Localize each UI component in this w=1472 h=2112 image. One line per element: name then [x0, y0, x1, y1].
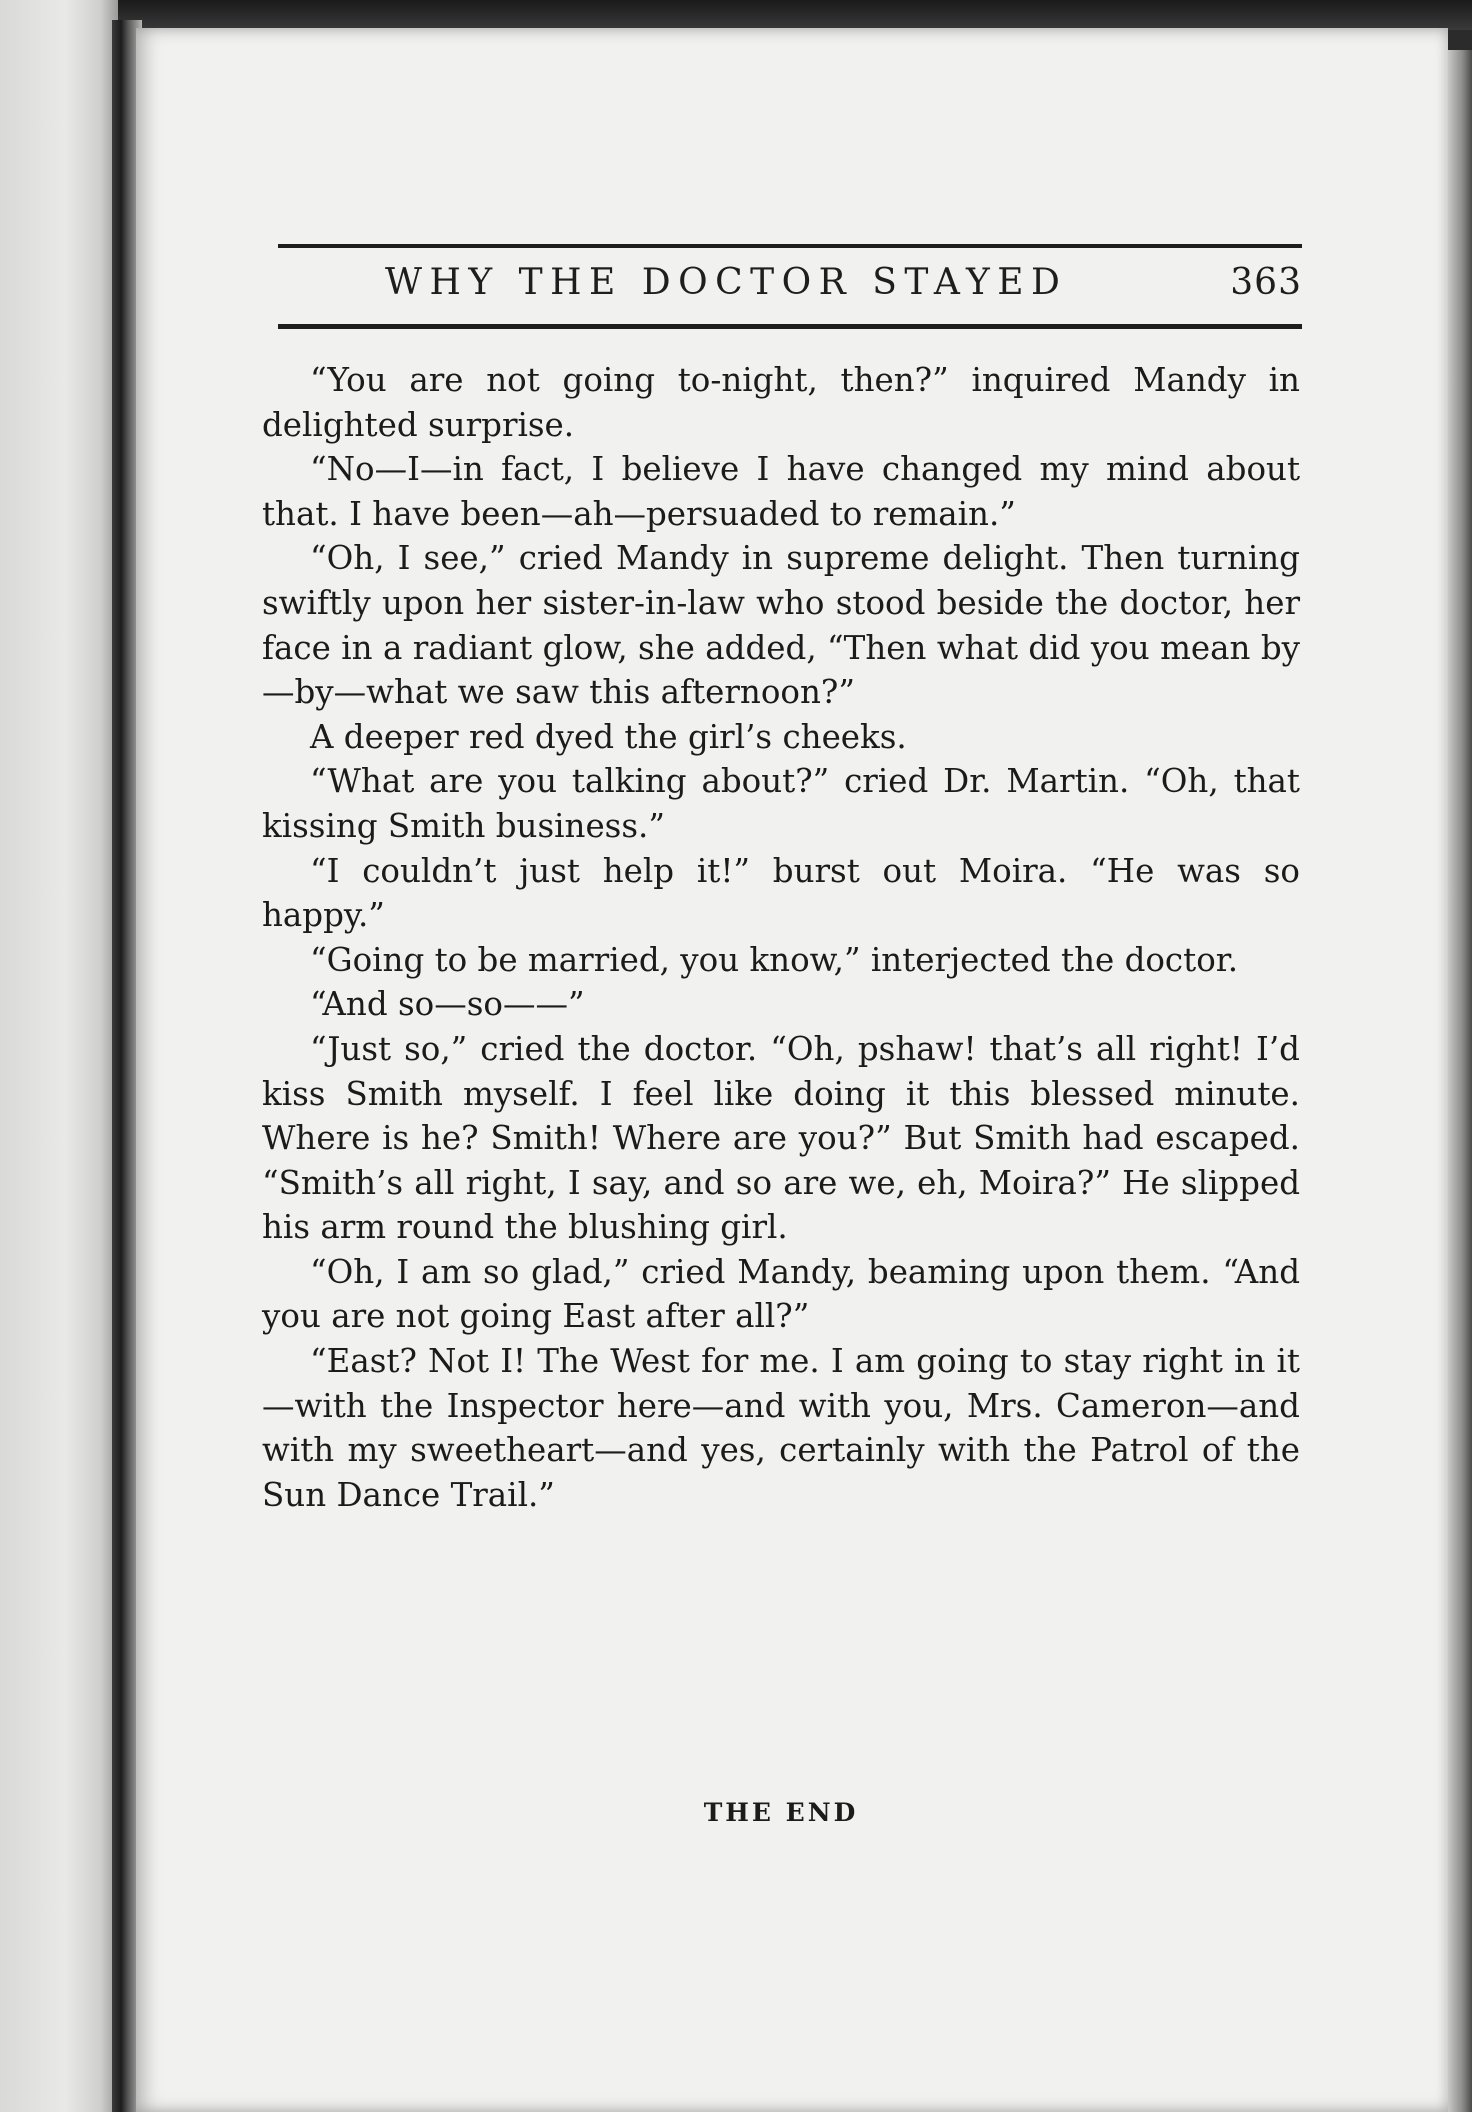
facing-page-edge [0, 0, 118, 2112]
scan-top-edge [0, 0, 1472, 30]
paragraph: “Oh, I am so glad,” cried Mandy, beaming upon them. “And you are not going East after all?” [262, 1252, 1300, 1336]
page-number: 363 [1230, 262, 1302, 303]
header-rule-bottom [278, 324, 1302, 329]
running-title: WHY THE DOCTOR STAYED [385, 262, 1068, 303]
header-rule-top [278, 244, 1302, 248]
paragraph: “And so—so——” [310, 985, 585, 1024]
paragraph: “Going to be married, you know,” interjected the doctor. [310, 940, 1239, 979]
the-end-mark: THE END [703, 1798, 859, 1827]
paragraph: A deeper red dyed the girl’s cheeks. [310, 717, 907, 756]
body-text [262, 358, 1300, 1517]
paragraph: “No—I—in fact, I believe I have changed my mind about that. I have been—ah—persuaded to remain.” [262, 450, 1300, 533]
paragraph: “Just so,” cried the doctor. “Oh, pshaw! that’s all right! I’d kiss Smith myself. I feel like doing it this blessed minute. Where is he? Smith! Where are you?” But Smith had escaped. “Smith’s all right, I say, and so are we, eh, Moira?” He slipped his arm round the blushing girl. [262, 1029, 1300, 1247]
paragraph: “I couldn’t just help it!” burst out Moira. “He was so happy.” [262, 851, 1300, 935]
paragraph: “You are not going to-night, then?” inquired Mandy in delighted surprise. [262, 361, 1300, 444]
paragraph: “East? Not I! The West for me. I am going to stay right in it—with the Inspector here—and with you, Mrs. Cameron—and with my sweetheart—and yes, certainly with the Patrol of the Sun Dance Trail.” [262, 1342, 1300, 1514]
page-right-edge [1448, 50, 1472, 2112]
paragraph: “What are you talking about?” cried Dr. Martin. “Oh, that kissing Smith business.” [262, 762, 1300, 845]
running-head [278, 262, 1302, 318]
paragraph: “Oh, I see,” cried Mandy in supreme delight. Then turning swiftly upon her sister-in-law who stood beside the doctor, her face in a radiant glow, she added, “Then what did you mean by—by—what we saw this afternoon?” [262, 539, 1300, 712]
